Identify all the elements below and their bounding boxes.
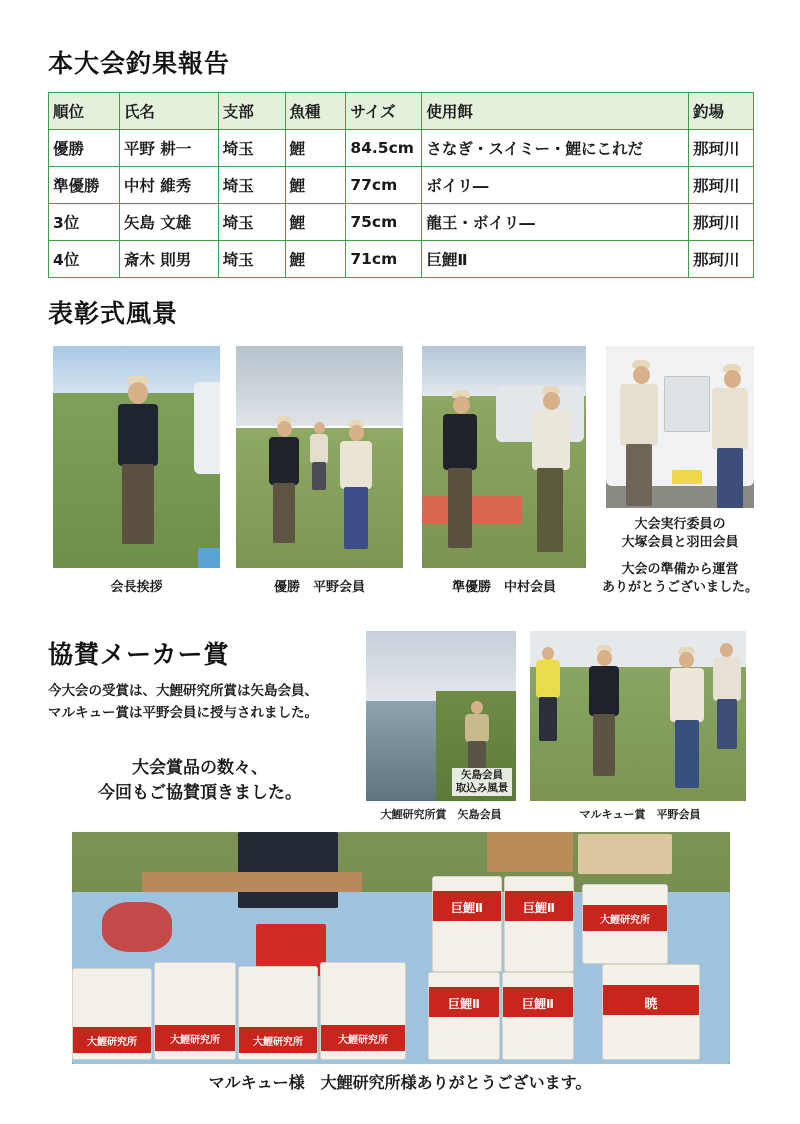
table-row	[49, 130, 754, 167]
person-figure	[308, 422, 330, 492]
table-cell: 那珂川	[689, 204, 754, 241]
person-figure	[710, 643, 744, 753]
photo-prizes	[72, 832, 730, 1064]
sponsor-text-line1: 今大会の受賞は、大鯉研究所賞は矢島会員、	[48, 683, 318, 699]
table-cell: 那珂川	[689, 167, 754, 204]
bag-label: 巨鯉Ⅱ	[522, 997, 554, 1011]
results-table	[48, 92, 754, 278]
prize-bag	[432, 876, 502, 972]
caption-thanks-line2: ありがとうございました。	[601, 580, 758, 595]
caption-sponsor-thanks: マルキュー様 大鯉研究所様ありがとうございます。	[208, 1073, 592, 1092]
table-cell: 優勝	[49, 130, 120, 167]
prize-bag	[72, 968, 152, 1060]
bag-label: 暁	[644, 997, 658, 1012]
bag-label: 巨鯉Ⅱ	[523, 901, 555, 915]
caption-president-speech: 会長挨拶	[110, 580, 163, 595]
header-cell: 使用餌	[422, 93, 689, 130]
person-figure	[616, 360, 662, 508]
table-cell: 鯉	[285, 130, 346, 167]
prize-bag	[602, 964, 700, 1060]
bag-label: 大鯉研究所	[87, 1037, 137, 1048]
header-cell: サイズ	[346, 93, 422, 130]
table-cell: 中村 維秀	[119, 167, 218, 204]
prizes-text-line2: 今回もご協賛頂きました。	[98, 783, 302, 803]
person-figure	[113, 376, 163, 556]
table-cell: 71cm	[346, 241, 422, 278]
table-cell: 斎木 則男	[119, 241, 218, 278]
table-cell: 埼玉	[218, 204, 285, 241]
prize-bag	[320, 962, 406, 1060]
table-cell: 那珂川	[689, 130, 754, 167]
results-heading: 本大会釣果報告	[48, 49, 231, 78]
photo-winner	[236, 346, 403, 568]
table-cell: 埼玉	[218, 167, 285, 204]
photo-tag-line1: 矢島会員	[461, 769, 503, 781]
caption-committee-line2: 大塚会員と羽田会員	[621, 535, 739, 550]
person-figure	[586, 645, 622, 785]
table-cell: 77cm	[346, 167, 422, 204]
photo-committee	[606, 346, 754, 508]
table-header-row	[49, 93, 754, 130]
ceremony-heading: 表彰式風景	[48, 299, 179, 328]
person-figure	[666, 647, 708, 797]
bag-label: 大鯉研究所	[338, 1035, 388, 1046]
prize-bag	[582, 884, 668, 964]
caption-thanks-line1: 大会の準備から運営	[621, 562, 739, 577]
sponsor-heading: 協賛メーカー賞	[48, 640, 230, 669]
bag-label: 大鯉研究所	[253, 1037, 303, 1048]
photo-hirano-award	[530, 631, 746, 801]
sponsor-text-line2: マルキュー賞は平野会員に授与されました。	[48, 705, 318, 721]
table-cell: 龍王・ボイリ―	[422, 204, 689, 241]
table-cell: ボイリ―	[422, 167, 689, 204]
header-cell: 支部	[218, 93, 285, 130]
table-cell: 那珂川	[689, 241, 754, 278]
header-cell: 釣場	[689, 93, 754, 130]
table-cell: 埼玉	[218, 130, 285, 167]
bag-label: 巨鯉Ⅱ	[451, 901, 483, 915]
bag-label: 大鯉研究所	[600, 915, 650, 926]
photo-yajima-landing	[366, 631, 516, 801]
table-cell: 84.5cm	[346, 130, 422, 167]
table-cell: 矢島 文雄	[119, 204, 218, 241]
prize-bag	[154, 962, 236, 1060]
table-row	[49, 204, 754, 241]
bag-label: 大鯉研究所	[170, 1035, 220, 1046]
table-row	[49, 241, 754, 278]
person-figure	[336, 420, 376, 560]
table-cell: 準優勝	[49, 167, 120, 204]
prize-bag	[428, 972, 500, 1060]
table-cell: 埼玉	[218, 241, 285, 278]
table-cell: さなぎ・スイミー・鯉にこれだ	[422, 130, 689, 167]
person-figure	[528, 386, 574, 562]
person-figure	[462, 701, 492, 771]
table-cell: 鯉	[285, 167, 346, 204]
header-cell: 順位	[49, 93, 120, 130]
person-figure	[708, 364, 752, 508]
prize-bag	[502, 972, 574, 1060]
caption-hirano-award: マルキュー賞 平野会員	[579, 808, 701, 821]
table-cell: 3位	[49, 204, 120, 241]
header-cell: 氏名	[119, 93, 218, 130]
table-cell: 4位	[49, 241, 120, 278]
table-cell: 鯉	[285, 204, 346, 241]
prize-bag	[238, 966, 318, 1060]
photo-runner-up	[422, 346, 586, 568]
table-cell: 75cm	[346, 204, 422, 241]
person-figure	[534, 647, 562, 747]
caption-committee-line1: 大会実行委員の	[634, 517, 726, 532]
prize-bag	[504, 876, 574, 972]
person-figure	[266, 416, 302, 556]
photo-tag-line2: 取込み風景	[455, 782, 509, 794]
table-row	[49, 167, 754, 204]
bag-label: 巨鯉Ⅱ	[448, 997, 480, 1011]
header-cell: 魚種	[285, 93, 346, 130]
prizes-text-line1: 大会賞品の数々、	[132, 758, 268, 778]
caption-winner: 優勝 平野会員	[273, 580, 365, 595]
table-cell: 平野 耕一	[119, 130, 218, 167]
photo-president-speech	[53, 346, 220, 568]
table-cell: 巨鯉Ⅱ	[422, 241, 689, 278]
caption-yajima-award: 大鯉研究所賞 矢島会員	[380, 808, 502, 821]
caption-runner-up: 準優勝 中村会員	[451, 580, 556, 595]
photo-tag	[452, 768, 512, 796]
table-cell: 鯉	[285, 241, 346, 278]
person-figure	[440, 390, 480, 558]
